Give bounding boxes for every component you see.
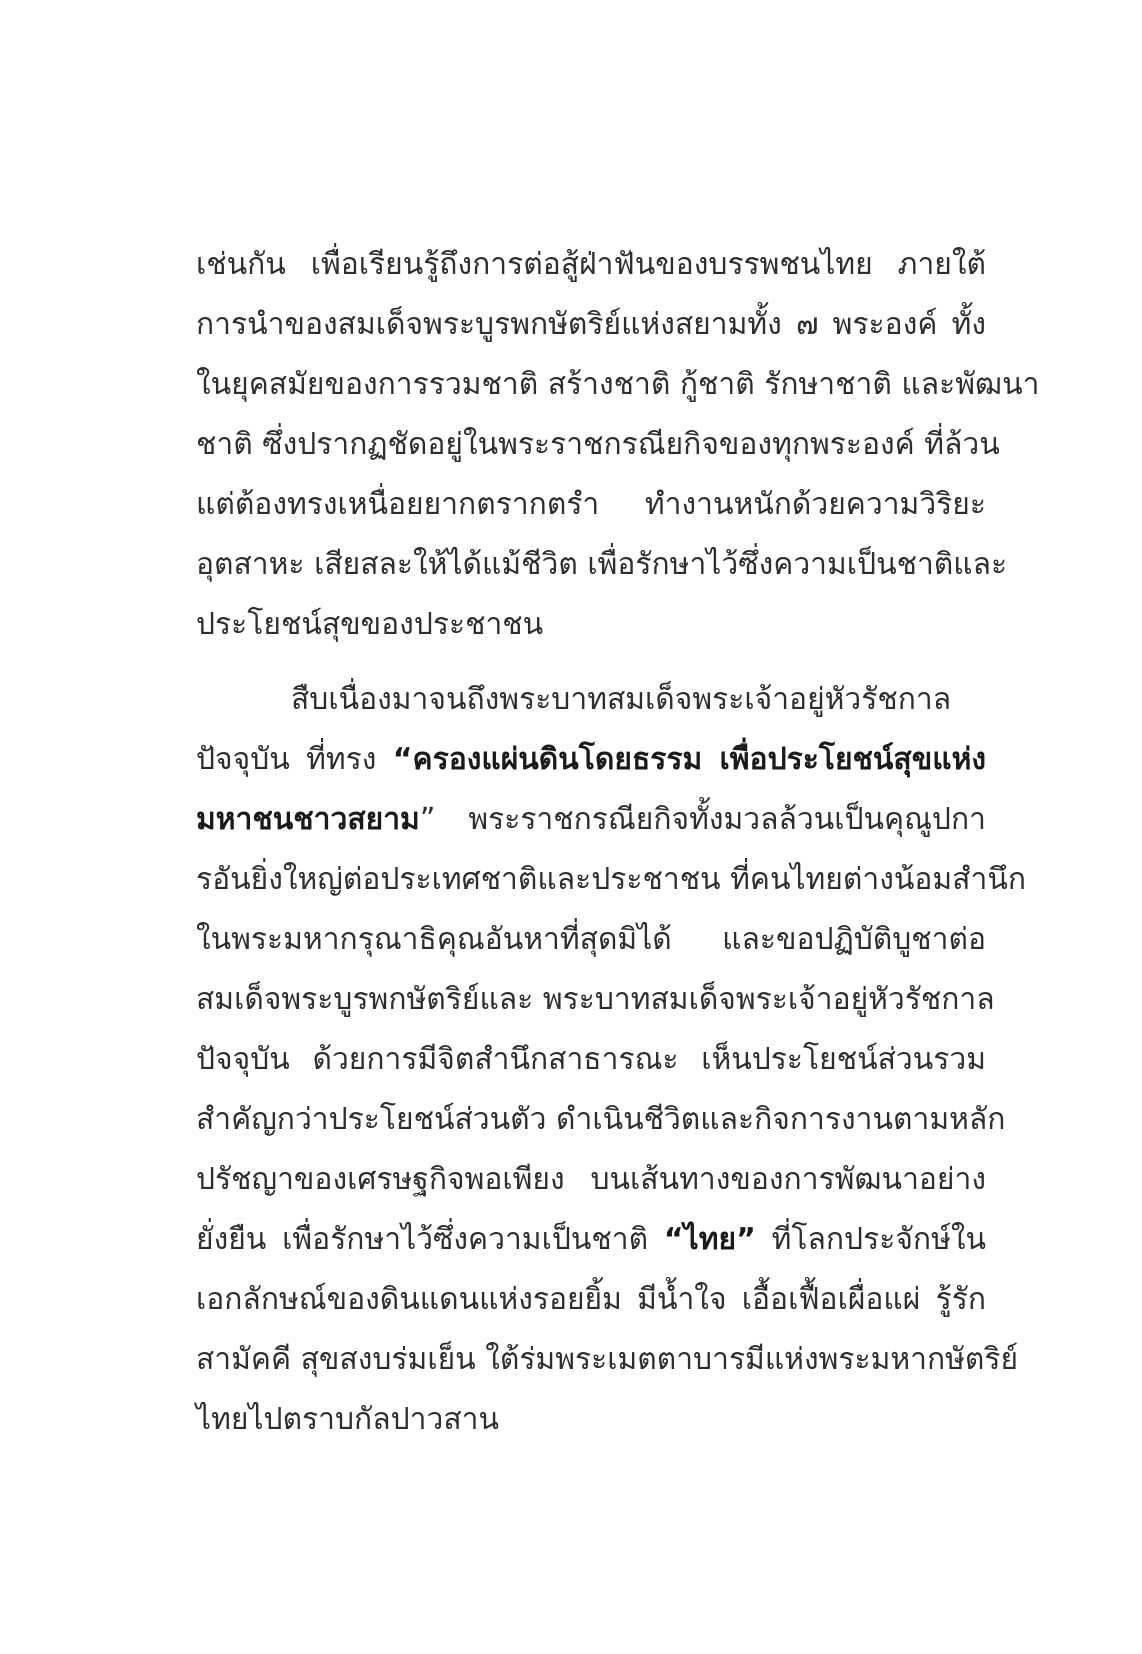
text-line: ไทยไปตราบกัลปาวสาน xyxy=(196,1402,500,1437)
text-line: สำคัญกว่าประโยชน์ส่วนตัว ดำเนินชีวิตและกิจการงานตามหลัก xyxy=(196,1102,1006,1137)
bold-quote-text: มหาชนชาวสยาม xyxy=(196,802,420,837)
text-line: ในพระมหากรุณาธิคุณอันหาที่สุดมิได้ และขอปฏิบัติบูชาต่อ xyxy=(196,922,986,957)
bold-quote-text: “ไทย” xyxy=(663,1222,756,1257)
text-line: ประโยชน์สุขของประชาชน xyxy=(196,607,544,642)
text-line: ปัจจุบัน ด้วยการมีจิตสำนึกสาธารณะ เห็นประโยชน์ส่วนรวม xyxy=(196,1042,986,1077)
text-line: อุตสาหะ เสียสละให้ได้แม้ชีวิต เพื่อรักษาไว้ซึ่งความเป็นชาติและ xyxy=(196,547,1008,582)
text-run: ปัจจุบัน ที่ทรง xyxy=(196,742,393,777)
bold-quote-text: “ครองแผ่นดินโดยธรรม เพื่อประโยชน์สุขแห่ง xyxy=(392,742,986,777)
text-run: ” พระราชกรณียกิจทั้งมวลล้วนเป็นคุณูปกา xyxy=(419,802,986,837)
paragraph-1 xyxy=(196,235,1040,655)
text-run: ที่โลกประจักษ์ใน xyxy=(755,1222,986,1257)
text-line: เอกลักษณ์ของดินแดนแห่งรอยยิ้ม มีน้ำใจ เอื้อเฟื้อเผื่อแผ่ รู้รัก xyxy=(196,1282,986,1317)
text-line: การนำของสมเด็จพระบูรพกษัตริย์แห่งสยามทั้ง ๗ พระองค์ ทั้ง xyxy=(196,307,986,342)
text-line: สืบเนื่องมาจนถึงพระบาทสมเด็จพระเจ้าอยู่หัวรัชกาล xyxy=(291,682,952,717)
text-line: ในยุคสมัยของการรวมชาติ สร้างชาติ กู้ชาติ รักษาชาติ และพัฒนา xyxy=(196,367,1040,402)
text-line xyxy=(196,790,986,850)
text-line: รอันยิ่งใหญ่ต่อประเทศชาติและประชาชน ที่คนไทยต่างน้อมสำนึก xyxy=(196,862,1026,897)
text-line: ชาติ ซึ่งปรากฏชัดอยู่ในพระราชกรณียกิจของทุกพระองค์ ที่ล้วน xyxy=(196,427,1000,462)
text-run: ยั่งยืน เพื่อรักษาไว้ซึ่งความเป็นชาติ xyxy=(196,1222,664,1257)
text-line xyxy=(196,730,986,790)
text-line: ปรัชญาของเศรษฐกิจพอเพียง บนเส้นทางของการพัฒนาอย่าง xyxy=(196,1162,986,1197)
paragraph-2 xyxy=(196,670,1026,1450)
text-line: เช่นกัน เพื่อเรียนรู้ถึงการต่อสู้ฝ่าฟันของบรรพชนไทย ภายใต้ xyxy=(196,247,986,282)
text-line: สามัคคี สุขสงบร่มเย็น ใต้ร่มพระเมตตาบารมีแห่งพระมหากษัตริย์ xyxy=(196,1342,1019,1377)
text-line: สมเด็จพระบูรพกษัตริย์และ พระบาทสมเด็จพระเจ้าอยู่หัวรัชกาล xyxy=(196,982,995,1017)
text-line: แต่ต้องทรงเหนื่อยยากตรากตรำ ทำงานหนักด้วยความวิริยะ xyxy=(196,487,986,522)
text-line xyxy=(196,1210,986,1270)
